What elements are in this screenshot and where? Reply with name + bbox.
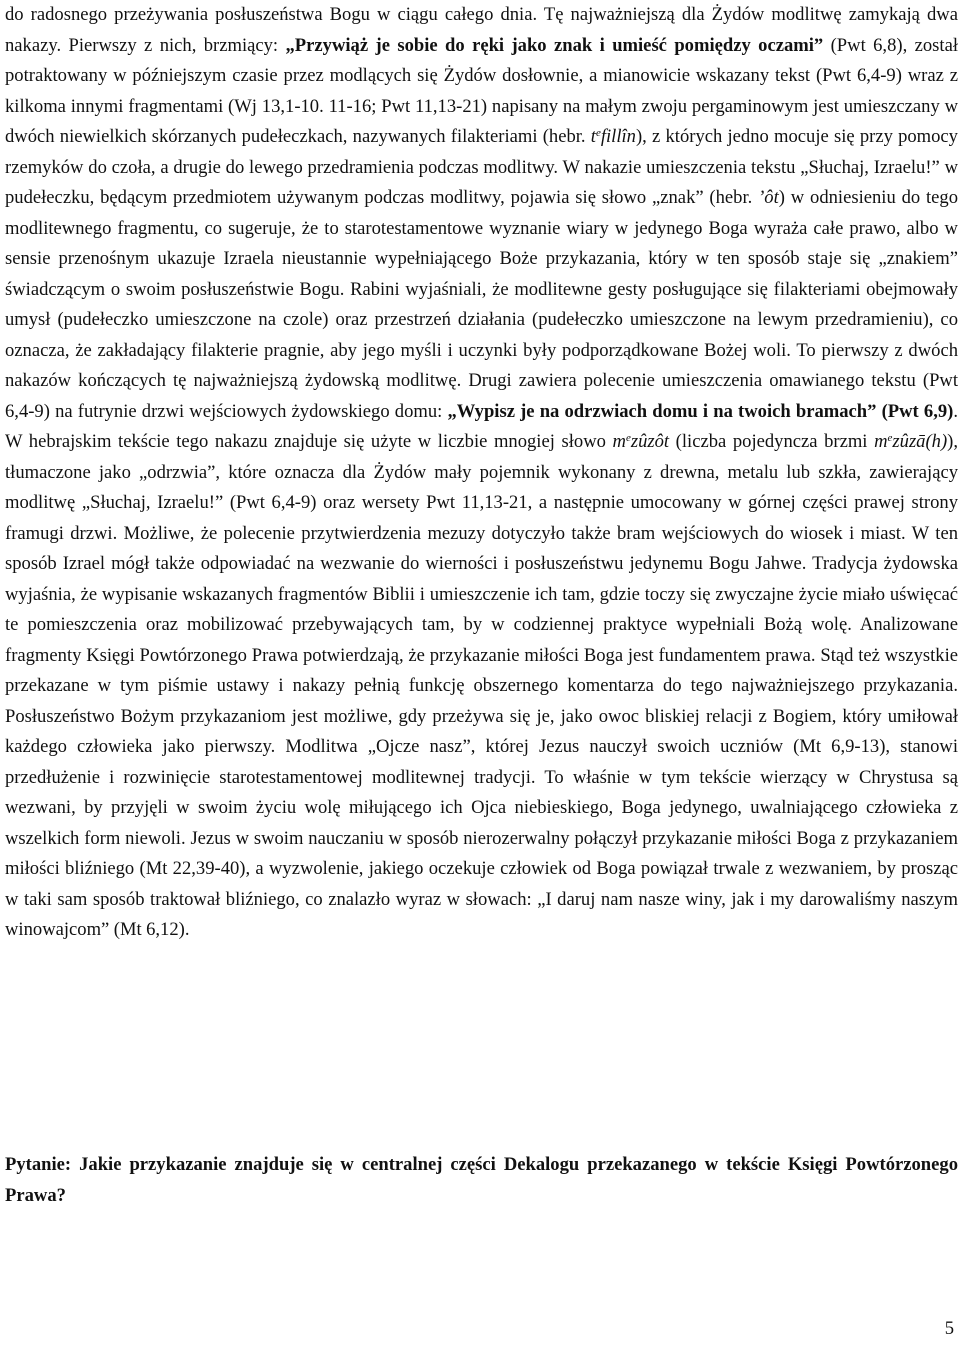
text-run: ), z których jedno mocuje się przy pomocy rzemyków do czoła, a drugie do lewego przedramienia podczas modlitwy. W nakazie umieszczenia tekstu „Słuchaj, Izraelu!” w pudełeczku, będącym przedmiotem używanym podczas modlitwy, pojawia się słowo „znak” (hebr. <box>5 126 958 208</box>
hebrew-term-part: fillîn <box>600 126 636 147</box>
hebrew-term <box>874 431 947 452</box>
hebrew-term: ’ôt <box>758 187 779 208</box>
hebrew-term-part: m <box>874 431 888 452</box>
hebrew-term-part: t <box>590 126 596 147</box>
text-run: do radosnego przeżywania posłuszeństwa Bogu w ciągu całego dnia. Tę najważniejszą dla Żydów modlitwę zamykają dwa nakazy. Pierwszy z nich, brzmiący: <box>5 4 958 56</box>
hebrew-term <box>591 126 636 147</box>
text-run: . W hebrajskim tekście tego nakazu znajduje się użyte w liczbie mnogiej słowo <box>5 400 958 452</box>
superscript: e <box>625 432 631 444</box>
text-run: ), tłumaczone jako „odrzwia”, które oznacza dla Żydów mały pojemnik wykonany z drewna, metalu lub szkła, zawierający modlitwę „Słuchaj, Izraelu!” (Pwt 6,4-9) oraz wersety Pwt 11,13-21, a następnie umocowany w górnej części prawej strony framugi drzwi. Możliwe, że polecenie przytwierdzenia mezuzy dotyczyło także bram wejściowych do wiosek i miast. W ten sposób Izrael mógł także odpowiadać na wezwanie do wierności i posłuszeństwu jedynemu Bogu Jahwe. Tradycja żydowska wyjaśnia, że wypisanie wskazanych fragmentów Biblii i umieszczenie ich tam, gdzie toczy się zwyczajne życie miało uświęcać te pomieszczenia oraz mobilizować przebywających tam, by w codziennej praktyce wypełniali Bożą wolę. Analizowane fragmenty Księgi Powtórzonego Prawa potwierdzają, że przykazanie miłości Boga jest fundamentem prawa. Stąd też wszystkie przekazane w tym piśmie ustawy i nakazy pełnią funkcję obszernego komentarza do tego najważniejszego przykazania. Posłuszeństwo Bożym przykazaniom jest możliwe, gdy przeżywa się je, jako owoc bliskiej relacji z Bogiem, który umiłował każdego człowieka jako pierwszy. Modlitwa „Ojcze nasz”, której Jezus nauczył swoich uczniów (Mt 6,9-13), stanowi przedłużenie i rozwinięcie starotestamentowej modlitewnej tradycji. To właśnie w tym tekście wierzący w Chrystusa są wezwani, by przyjęli w swoim życiu wolę miłującego ich Ojca niebieskiego, Boga jedynego, uwalniającego człowieka z wszelkich form niewoli. Jezus w swoim nauczaniu w sposób nierozerwalny połączył przykazanie miłości Boga z przykazaniem miłości bliźniego (Mt 22,39-40), a wyzwolenie, jakiego oczekuje człowiek od Boga powiązał trwale z wezwaniem, by prosząc w taki sam sposób traktował bliźniego, co znalazło wyraz w słowach: „I daruj nam nasze winy, jak i my darowaliśmy naszym winowajcom” (Mt 6,12). <box>5 431 958 940</box>
page-number: 5 <box>944 1318 954 1339</box>
hebrew-term <box>613 431 670 452</box>
quote-bold: „Wypisz je na odrzwiach domu i na twoich bramach” (Pwt 6,9) <box>447 400 954 422</box>
text-run: ) w odniesieniu do tego modlitewnego fragmentu, co sugeruje, że to starotestamentowe wyznanie wiary w jedynego Boga wyraża całe prawo, albo w sensie przenośnym ukazuje Izraela nieustannie wypełniającego Boże przykazania, który w ten sposób staje się „znakiem” świadczącym o swoim posłuszeństwie Bogu. Rabini wyjaśniali, że modlitewne gesty posługujące się filakteriami obejmowały umysł (pudełeczko umieszczone na czole) oraz przestrzeń działania (pudełeczko umieszczone na lewym przedramieniu), co oznacza, że zakładający filakterie pragnie, aby jego myśli i uczynki były podporządkowane Bożej woli. To pierwszy z dwóch nakazów kończących tę najważniejszą żydowską modlitwę. Drugi zawiera polecenie umieszczenia omawianego tekstu (Pwt 6,4-9) na futrynie drzwi wejściowych żydowskiego domu: <box>5 187 958 422</box>
body-paragraph <box>5 0 958 946</box>
quote-bold: „Przywiąż je sobie do ręki jako znak i umieść pomiędzy oczami” <box>285 34 824 56</box>
question-text: Pytanie: Jakie przykazanie znajduje się w centralnej części Dekalogu przekazanego w tekście Księgi Powtórzonego Prawa? <box>5 1154 958 1206</box>
text-run: (liczba pojedyncza brzmi <box>669 431 875 452</box>
superscript: e <box>887 432 893 444</box>
text-run: (Pwt 6,8), został potraktowany w późniejszym czasie przez modlących się Żydów dosłownie, a mianowicie wskazany tekst (Pwt 6,4-9) wraz z kilkoma innymi fragmentami (Wj 13,1-10. 11-16; Pwt 11,13-21) napisany na małym zwoju pergaminowym jest umieszczany w dwóch niewielkich skórzanych pudełeczkach, nazywanych filakteriami (hebr. <box>5 34 958 147</box>
superscript: e <box>595 127 601 139</box>
hebrew-term-part: m <box>612 431 626 452</box>
hebrew-term-part: zûzā(h) <box>892 431 948 452</box>
document-body <box>5 0 958 946</box>
hebrew-term-part: zûzôt <box>630 431 670 452</box>
